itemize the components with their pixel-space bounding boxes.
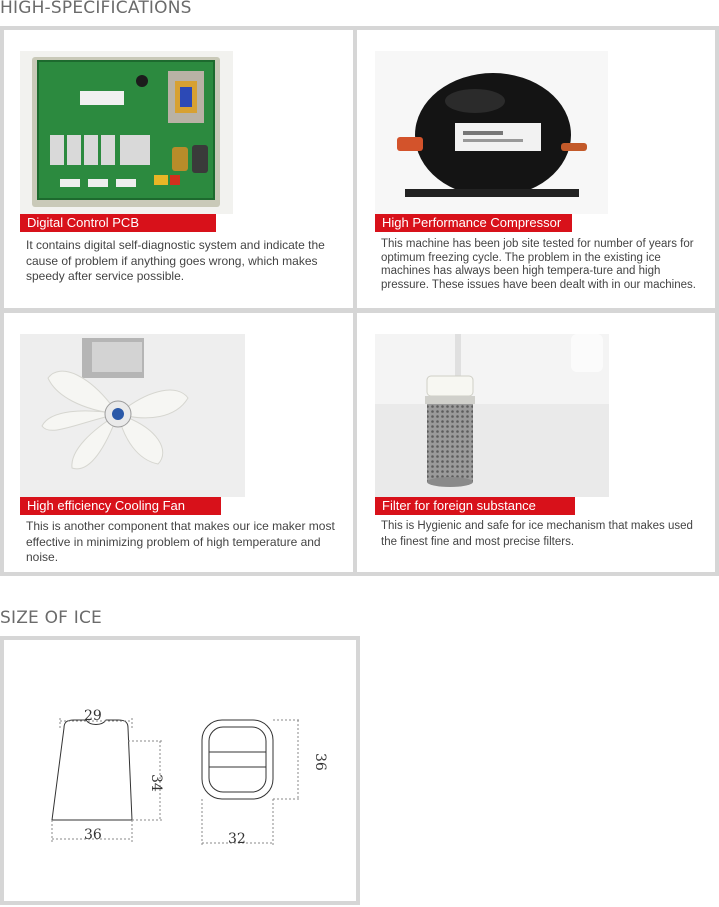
ice-top-view (202, 720, 328, 847)
spec-label-pcb: Digital Control PCB (20, 214, 216, 232)
spec-card-pcb (4, 30, 353, 308)
ice-size-panel (0, 636, 360, 905)
cooling-fan-photo (20, 334, 245, 497)
ice-section-title: SIZE OF ICE (0, 608, 102, 628)
ice-side-view (52, 708, 164, 843)
side-view-bottom-width-label: 36 (84, 827, 102, 843)
filter-photo (375, 334, 609, 497)
top-view-height-label: 36 (312, 753, 328, 771)
spec-description-cooling-fan: This is another component that makes our ice maker most effective in minimizing problem of high temperature and noise. (26, 519, 335, 564)
ice-size-diagram (4, 640, 356, 901)
spec-card-compressor (357, 30, 715, 308)
pcb-photo (20, 51, 233, 214)
specs-section-title: HIGH-SPECIFICATIONS (0, 0, 192, 18)
spec-card-filter (357, 313, 715, 572)
top-view-width-label: 32 (228, 831, 246, 847)
spec-card-cooling-fan (4, 313, 353, 572)
specs-grid (0, 26, 719, 576)
side-view-height-label: 34 (148, 774, 164, 792)
compressor-photo (375, 51, 608, 214)
spec-label-compressor: High Performance Compressor (375, 214, 572, 232)
side-view-top-width-label: 29 (84, 708, 102, 724)
spec-label-filter: Filter for foreign substance (375, 497, 575, 515)
spec-description-pcb: It contains digital self-diagnostic system and indicate the cause of problem if anything goes wrong, which makes speedy after service possible. (26, 238, 325, 283)
spec-label-cooling-fan: High efficiency Cooling Fan (20, 497, 221, 515)
spec-description-filter: This is Hygienic and safe for ice mechanism that makes used the finest fine and most precise filters. (381, 520, 693, 548)
spec-description-compressor: This machine has been job site tested for number of years for optimum freezing cycle. The problem in the existing ice machines has always been high tempera-ture and high pressure. These issues have been dealt with in our machines. (381, 238, 696, 291)
